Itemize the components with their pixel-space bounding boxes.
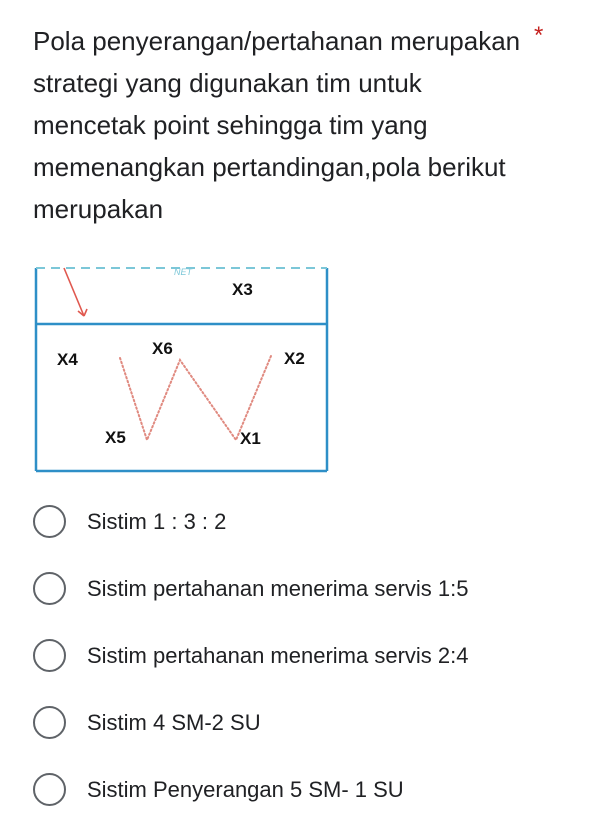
position-x2: X2 xyxy=(284,349,305,368)
radio-button[interactable] xyxy=(33,639,66,672)
option-1[interactable] xyxy=(30,488,590,555)
position-x6: X6 xyxy=(152,339,173,358)
net-label: NET xyxy=(174,267,192,277)
option-5[interactable] xyxy=(30,756,590,823)
option-4[interactable] xyxy=(30,689,590,756)
position-x5: X5 xyxy=(105,428,126,447)
option-label: Sistim 4 SM-2 SU xyxy=(87,709,261,735)
option-label: Sistim pertahanan menerima servis 2:4 xyxy=(87,642,469,668)
radio-button[interactable] xyxy=(33,773,66,806)
option-label: Sistim 1 : 3 : 2 xyxy=(87,508,227,534)
movement-pattern xyxy=(120,356,271,440)
option-2[interactable] xyxy=(30,555,590,622)
radio-button[interactable] xyxy=(33,706,66,739)
position-x1: X1 xyxy=(240,429,261,448)
radio-button[interactable] xyxy=(33,505,66,538)
option-label: Sistim Penyerangan 5 SM- 1 SU xyxy=(87,776,404,802)
required-asterisk: * xyxy=(534,22,544,49)
question-text: Pola penyerangan/pertahanan merupakan strategi yang digunakan tim untuk mencetak point sehingga tim yang memenangkan pertandingan,pola berikut merupakan xyxy=(33,26,521,224)
answer-options xyxy=(30,488,590,823)
option-3[interactable] xyxy=(30,622,590,689)
option-label: Sistim pertahanan menerima servis 1:5 xyxy=(87,575,469,601)
volleyball-formation-diagram xyxy=(30,262,335,477)
position-x4: X4 xyxy=(57,350,78,369)
position-x3: X3 xyxy=(232,280,253,299)
arrow-icon xyxy=(64,268,87,316)
radio-button[interactable] xyxy=(33,572,66,605)
